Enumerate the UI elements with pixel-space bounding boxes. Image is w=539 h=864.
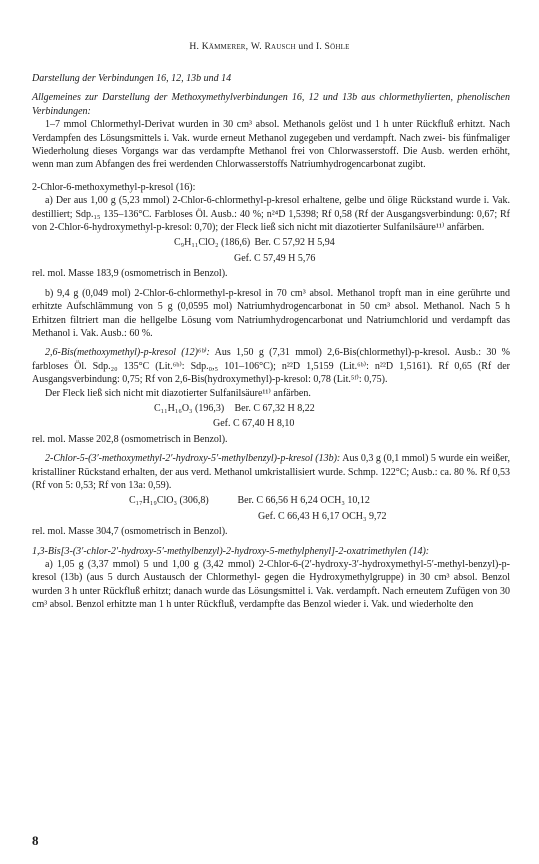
compound-13b-title: 2-Chlor-5-(3′-methoxymethyl-2′-hydroxy-5′-methylbenzyl)-p-kresol (13b): (45, 453, 341, 465)
author-separator-2: und (295, 41, 316, 52)
compound-13b-gef: Gef. C 66,43 H 6,17 OCH₃ 9,72 (258, 510, 387, 522)
compound-13b-mass: rel. mol. Masse 304,7 (osmometrisch in Benzol). (32, 526, 228, 538)
author-3: I. Söhle (315, 41, 350, 52)
compound-16-analysis-ber (32, 236, 510, 249)
compound-16-method-a: a) Der aus 1,00 g (5,23 mmol) 2-Chlor-6-chlormethyl-p-kresol erhaltene, gelbe und ölige Rückstand wurde i. Vak. destilliert; Sdp.₁₅ 135–136°C. Farbloses Öl. Ausb.: 40 %; n²⁴D 1,5398; Rf 0,58 (Rf der Ausgangsverbindung: 0,67; Rf von 2-Chlor-6-hydroxymethyl-p-kresol: 0,70); der Fleck ließ sich nicht mit diazotierter Sulfanilsäure¹¹⁾ anfärben. (32, 195, 510, 234)
compound-12-analysis-ber (32, 402, 510, 415)
compound-14-title: 1,3-Bis[3-(3′-chlor-2′-hydroxy-5′-methylbenzyl)-2-hydroxy-5-methylphenyl]-2-oxatrimethylen (14): (32, 545, 430, 557)
compound-12-formula: C₁₁H₁₆O₃ (196,3) (154, 402, 225, 414)
compound-16-title: 2-Chlor-6-methoxymethyl-p-kresol (16): (32, 181, 196, 193)
general-procedure-text: 1–7 mmol Chlormethyl-Derivat wurden in 30 cm³ absol. Methanols gelöst und 1 h unter Rückfluß erhitzt. Nach Verdampfen des Lösungsmittels i. Vak. wurde erneut Methanol zugegeben und verdampft. Nach zwei- bis fünfmaliger Wiederholung dieses Vorgangs war das verdampfte Methanol frei von Chlorwasserstoff. Die Ausb. werden erhöht, wenn man zum Abfangen des frei werdenden Chlorwasserstoffs Natriumhydrogencarbonat zugibt. (32, 119, 510, 171)
compound-12-gef: Gef. C 67,40 H 8,10 (213, 418, 295, 430)
compound-13b-analysis-ber (32, 494, 510, 507)
compound-12-stain-note: Der Fleck ließ sich nicht mit diazotierter Sulfanilsäure¹¹⁾ anfärben. (45, 387, 311, 399)
compound-12-title: 2,6-Bis(methoxymethyl)-p-kresol (12)⁶ᵇ⁾: (45, 347, 210, 359)
compound-13b-formula: C₁₇H₁₉ClO₃ (306,8) (129, 495, 209, 507)
compound-13b-analysis-gef (32, 510, 510, 523)
author-2: W. Rausch (250, 41, 296, 52)
compound-16-analysis-gef (32, 252, 510, 265)
author-1: H. Kämmerer (189, 41, 246, 52)
compound-16-formula: C₉H₁₁ClO₂ (186,6) (174, 237, 251, 249)
compound-12-mass: rel. mol. Masse 202,8 (osmometrisch in Benzol). (32, 433, 228, 445)
running-header (0, 40, 539, 53)
compound-12-ber: Ber. C 67,32 H 8,22 (234, 402, 315, 414)
section-title: Darstellung der Verbindungen 16, 12, 13b und 14 (32, 73, 232, 84)
compound-14-method-a: a) 1,05 g (3,37 mmol) 5 und 1,00 g (3,42 mmol) 2-Chlor-6-(2′-hydroxy-3′-hydroxymethyl-5′-methyl-benzyl)-p-kresol (13b) (aus 5 durch Austausch der Chlormethyl- gegen die Hydroxymethylgruppe) in 30 cm³ absol. Benzol wurden 3 h unter Rückfluß erhitzt; danach wurde das Lösungsmittel i. Vak. verdampft. Nach erneutem Zufügen von 30 cm³ absol. Benzol erhitzte man 1 h unter Rückfluß, verdampfte das Benzol wieder i. Vak. und wiederholte den (32, 559, 510, 611)
compound-16-gef: Gef. C 57,49 H 5,76 (234, 252, 316, 264)
compound-12-analysis-gef (32, 417, 510, 430)
page-number: 8 (32, 833, 39, 848)
compound-16-ber: Ber. C 57,92 H 5,94 (254, 237, 335, 249)
main-content (32, 72, 510, 612)
compound-13b-text: Aus 0,3 g (0,1 mmol) 5 wurde ein weißer, kristalliner Rückstand erhalten, der aus verd. Methanol umkristallisiert wurde. Schmp. 122°C; Ausb.: ca. 80 %. Rf 0,53 (Rf von 5: 0,53; Rf von 13a: 0,59). (32, 453, 510, 491)
compound-16-method-b: b) 9,4 g (0,049 mol) 2-Chlor-6-chlormethyl-p-kresol in 70 cm³ absol. Methanol tropft man in eine gerührte und erhitzte Aufschlämmung von 5 g (0,0595 mol) Natriumhydrogencarbonat in 50 cm³ absol. Methanol. Nach 5 h Erhitzen filtriert man die hellgelbe Lösung vom Natriumhydrogencarbonat und Natriumchlorid und verdampft das Methanol i. Vak. Ausb.: 60 %. (32, 287, 510, 339)
author-separator-1: , (245, 41, 251, 52)
compound-12-paragraph (32, 346, 510, 386)
compound-12-text: Aus 1,50 g (7,31 mmol) 2,6-Bis(chlormethyl)-p-kresol. Ausb.: 30 % farbloses Öl. Sdp.₂₀ 135°C (Lit.⁶ᵇ⁾: Sdp.₀,₅ 101–106°C); n²²D 1,5159 (Lit.⁶ᵇ⁾: n²²D 1,5161). Rf 0,65 (Rf der Ausgangsverbindung: 0,75; Rf von 2,6-Bis(hydroxymethyl)-p-kresol: 0,78 (Lit.⁵ᶠ⁾: 0,75). (32, 347, 510, 386)
compound-13b-paragraph (32, 452, 510, 492)
general-procedure-title: Allgemeines zur Darstellung der Methoxymethylverbindungen 16, 12 und 13b aus chlormethylierten, phenolischen Verbindungen: (32, 92, 510, 117)
compound-13b-ber: Ber. C 66,56 H 6,24 OCH₃ 10,12 (237, 495, 370, 507)
compound-16-mass: rel. mol. Masse 183,9 (osmometrisch in Benzol). (32, 268, 228, 280)
